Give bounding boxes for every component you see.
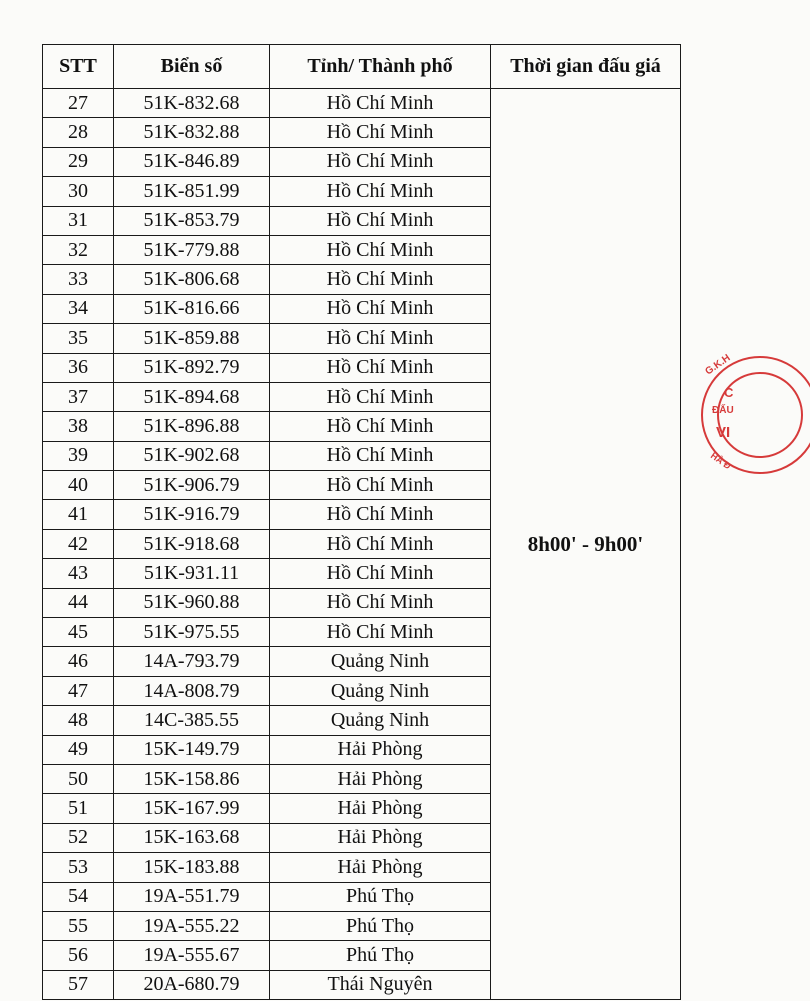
row-city: Hồ Chí Minh xyxy=(270,177,491,206)
row-stt: 30 xyxy=(43,177,114,206)
row-plate: 51K-816.66 xyxy=(114,294,270,323)
stamp-text-line3: VI xyxy=(716,424,731,441)
row-city: Hồ Chí Minh xyxy=(270,118,491,147)
row-stt: 42 xyxy=(43,529,114,558)
row-city: Hồ Chí Minh xyxy=(270,294,491,323)
row-stt: 29 xyxy=(43,147,114,176)
row-plate: 15K-158.86 xyxy=(114,764,270,793)
row-stt: 49 xyxy=(43,735,114,764)
header-plate: Biển số xyxy=(114,45,270,89)
row-stt: 50 xyxy=(43,764,114,793)
header-stt: STT xyxy=(43,45,114,89)
row-stt: 55 xyxy=(43,911,114,940)
row-stt: 52 xyxy=(43,823,114,852)
row-stt: 54 xyxy=(43,882,114,911)
row-plate: 19A-551.79 xyxy=(114,882,270,911)
row-plate: 14A-808.79 xyxy=(114,676,270,705)
row-plate: 19A-555.67 xyxy=(114,941,270,970)
table-row xyxy=(43,89,681,118)
row-city: Phú Thọ xyxy=(270,911,491,940)
row-plate: 51K-832.68 xyxy=(114,89,270,118)
row-plate: 51K-806.68 xyxy=(114,265,270,294)
row-stt: 47 xyxy=(43,676,114,705)
row-plate: 51K-931.11 xyxy=(114,559,270,588)
row-plate: 51K-779.88 xyxy=(114,235,270,264)
row-plate: 15K-149.79 xyxy=(114,735,270,764)
table-body xyxy=(43,89,681,1000)
stamp-text-bottom: HÀ Đ xyxy=(708,450,733,472)
row-plate: 51K-832.88 xyxy=(114,118,270,147)
row-city: Hồ Chí Minh xyxy=(270,441,491,470)
row-city: Phú Thọ xyxy=(270,882,491,911)
row-stt: 39 xyxy=(43,441,114,470)
row-city: Hồ Chí Minh xyxy=(270,618,491,647)
row-city: Thái Nguyên xyxy=(270,970,491,999)
row-stt: 41 xyxy=(43,500,114,529)
row-stt: 34 xyxy=(43,294,114,323)
row-city: Hải Phòng xyxy=(270,823,491,852)
row-city: Hồ Chí Minh xyxy=(270,206,491,235)
row-city: Hồ Chí Minh xyxy=(270,559,491,588)
row-plate: 20A-680.79 xyxy=(114,970,270,999)
row-city: Hải Phòng xyxy=(270,764,491,793)
row-stt: 56 xyxy=(43,941,114,970)
row-stt: 44 xyxy=(43,588,114,617)
row-plate: 51K-975.55 xyxy=(114,618,270,647)
row-city: Hồ Chí Minh xyxy=(270,471,491,500)
row-stt: 45 xyxy=(43,618,114,647)
row-city: Hồ Chí Minh xyxy=(270,500,491,529)
row-plate: 51K-851.99 xyxy=(114,177,270,206)
row-plate: 51K-896.88 xyxy=(114,412,270,441)
stamp-text-line1: C xyxy=(724,385,734,400)
row-city: Hải Phòng xyxy=(270,794,491,823)
row-stt: 51 xyxy=(43,794,114,823)
row-stt: 48 xyxy=(43,706,114,735)
row-plate: 51K-859.88 xyxy=(114,324,270,353)
row-plate: 14C-385.55 xyxy=(114,706,270,735)
row-plate: 14A-793.79 xyxy=(114,647,270,676)
row-plate: 51K-894.68 xyxy=(114,382,270,411)
row-plate: 51K-918.68 xyxy=(114,529,270,558)
stamp-text-top: G.K.H xyxy=(703,352,733,378)
row-stt: 40 xyxy=(43,471,114,500)
row-plate: 51K-892.79 xyxy=(114,353,270,382)
row-city: Hồ Chí Minh xyxy=(270,89,491,118)
row-plate: 51K-902.68 xyxy=(114,441,270,470)
row-city: Hồ Chí Minh xyxy=(270,412,491,441)
auction-table xyxy=(42,44,681,1000)
row-city: Phú Thọ xyxy=(270,941,491,970)
row-stt: 27 xyxy=(43,89,114,118)
row-city: Hải Phòng xyxy=(270,735,491,764)
row-city: Hồ Chí Minh xyxy=(270,147,491,176)
row-city: Quảng Ninh xyxy=(270,676,491,705)
row-stt: 33 xyxy=(43,265,114,294)
row-stt: 37 xyxy=(43,382,114,411)
row-stt: 43 xyxy=(43,559,114,588)
row-plate: 51K-846.89 xyxy=(114,147,270,176)
row-city: Hồ Chí Minh xyxy=(270,265,491,294)
row-city: Hồ Chí Minh xyxy=(270,382,491,411)
row-stt: 57 xyxy=(43,970,114,999)
header-city: Tỉnh/ Thành phố xyxy=(270,45,491,89)
row-plate: 51K-960.88 xyxy=(114,588,270,617)
header-auction-time: Thời gian đấu giá xyxy=(491,45,681,89)
row-stt: 36 xyxy=(43,353,114,382)
row-plate: 51K-916.79 xyxy=(114,500,270,529)
header-row xyxy=(43,45,681,89)
row-stt: 35 xyxy=(43,324,114,353)
auction-time-cell: 8h00' - 9h00' xyxy=(491,89,681,1000)
row-city: Quảng Ninh xyxy=(270,647,491,676)
stamp-text-line2: ĐẤU xyxy=(712,405,734,416)
row-city: Hồ Chí Minh xyxy=(270,324,491,353)
row-plate: 15K-163.68 xyxy=(114,823,270,852)
row-stt: 53 xyxy=(43,853,114,882)
row-city: Hồ Chí Minh xyxy=(270,353,491,382)
row-plate: 51K-906.79 xyxy=(114,471,270,500)
row-city: Quảng Ninh xyxy=(270,706,491,735)
row-stt: 46 xyxy=(43,647,114,676)
row-city: Hải Phòng xyxy=(270,853,491,882)
row-plate: 51K-853.79 xyxy=(114,206,270,235)
row-plate: 15K-183.88 xyxy=(114,853,270,882)
row-city: Hồ Chí Minh xyxy=(270,235,491,264)
row-stt: 31 xyxy=(43,206,114,235)
row-stt: 38 xyxy=(43,412,114,441)
row-city: Hồ Chí Minh xyxy=(270,529,491,558)
row-plate: 19A-555.22 xyxy=(114,911,270,940)
row-stt: 32 xyxy=(43,235,114,264)
red-seal-stamp xyxy=(700,345,810,485)
row-stt: 28 xyxy=(43,118,114,147)
row-plate: 15K-167.99 xyxy=(114,794,270,823)
row-city: Hồ Chí Minh xyxy=(270,588,491,617)
